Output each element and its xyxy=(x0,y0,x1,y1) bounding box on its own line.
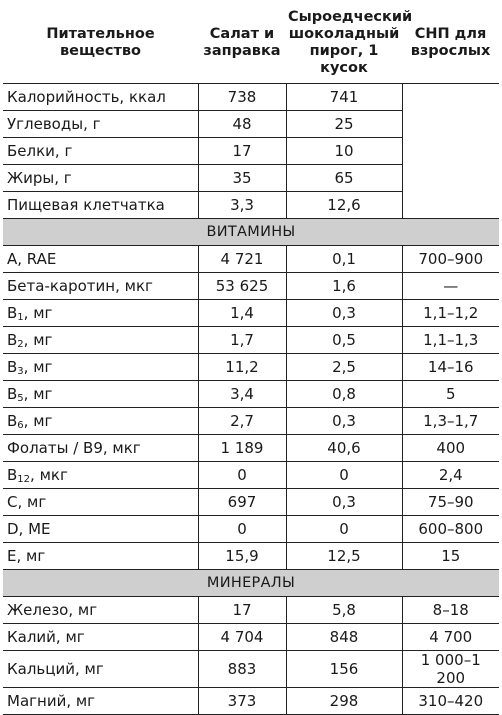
rda-value: 400 xyxy=(402,435,499,462)
salad-value: 2,7 xyxy=(198,408,286,435)
pie-value: 0 xyxy=(286,462,402,489)
pie-value: 0,3 xyxy=(286,408,402,435)
table-row xyxy=(3,192,499,219)
pie-value: 12,5 xyxy=(286,543,402,570)
rda-value: 600–800 xyxy=(402,516,499,543)
rda-value: 1,1–1,3 xyxy=(402,327,499,354)
rda-empty xyxy=(402,111,499,138)
pie-value: 0,3 xyxy=(286,300,402,327)
rda-value: 15 xyxy=(402,543,499,570)
salad-value: 4 721 xyxy=(198,246,286,273)
rda-value: — xyxy=(402,273,499,300)
pie-value: 741 xyxy=(286,84,402,111)
section-vitamins xyxy=(3,219,499,246)
salad-value: 11,2 xyxy=(198,354,286,381)
table-row xyxy=(3,165,499,192)
rda-value: 1,1–1,2 xyxy=(402,300,499,327)
rda-value: 8–18 xyxy=(402,597,499,624)
rda-empty xyxy=(402,165,499,192)
salad-value: 738 xyxy=(198,84,286,111)
nutrient-name: D, ME xyxy=(3,516,198,543)
table-row xyxy=(3,489,499,516)
table-row xyxy=(3,651,499,688)
nutrient-name: $B_2$, мг xyxy=(3,327,198,354)
nutrient-name: Белки, г xyxy=(3,138,198,165)
salad-value: 697 xyxy=(198,489,286,516)
nutrient-name: Кальций, мг xyxy=(3,651,198,688)
table-row xyxy=(3,273,499,300)
nutrient-name: Пищевая клетчатка xyxy=(3,192,198,219)
table-row xyxy=(3,246,499,273)
salad-value: 373 xyxy=(198,688,286,715)
salad-value: 35 xyxy=(198,165,286,192)
salad-value: 15,9 xyxy=(198,543,286,570)
rda-value: 75–90 xyxy=(402,489,499,516)
pie-value: 12,6 xyxy=(286,192,402,219)
pie-value: 156 xyxy=(286,651,402,688)
rda-value: 4 700 xyxy=(402,624,499,651)
table-row xyxy=(3,624,499,651)
table-row xyxy=(3,354,499,381)
table-row xyxy=(3,462,499,489)
rda-empty xyxy=(402,192,499,219)
pie-value: 25 xyxy=(286,111,402,138)
salad-value: 0 xyxy=(198,462,286,489)
rda-value: 700–900 xyxy=(402,246,499,273)
rda-value: 310–420 xyxy=(402,688,499,715)
pie-value: 0,8 xyxy=(286,381,402,408)
header-salad: Салат и заправка xyxy=(198,3,286,84)
pie-value: 0,5 xyxy=(286,327,402,354)
nutrient-name: Фолаты / B9, мкг xyxy=(3,435,198,462)
table-row xyxy=(3,597,499,624)
header-row xyxy=(3,3,499,84)
rda-value: 1,3–1,7 xyxy=(402,408,499,435)
salad-value: 3,3 xyxy=(198,192,286,219)
header-nutrient: Питательное вещество xyxy=(3,3,198,84)
salad-value: 1,4 xyxy=(198,300,286,327)
rda-value: 2,4 xyxy=(402,462,499,489)
pie-value: 0,1 xyxy=(286,246,402,273)
header-rda: СНП для взрослых xyxy=(402,3,499,84)
pie-value: 848 xyxy=(286,624,402,651)
pie-value: 0 xyxy=(286,516,402,543)
nutrient-name: $B_1$, мг xyxy=(3,300,198,327)
rda-value: 5 xyxy=(402,381,499,408)
header-pie: Сыроедческий шоколадный пирог, 1 кусок xyxy=(286,3,402,84)
nutrient-name: $B_{12}$, мкг xyxy=(3,462,198,489)
pie-value: 65 xyxy=(286,165,402,192)
nutrient-name: A, RAE xyxy=(3,246,198,273)
table-row xyxy=(3,408,499,435)
pie-value: 5,8 xyxy=(286,597,402,624)
salad-value: 53 625 xyxy=(198,273,286,300)
table-row xyxy=(3,327,499,354)
nutrient-name: Жиры, г xyxy=(3,165,198,192)
pie-value: 1,6 xyxy=(286,273,402,300)
salad-value: 48 xyxy=(198,111,286,138)
nutrient-name: Бета-каротин, мкг xyxy=(3,273,198,300)
rda-empty xyxy=(402,84,499,111)
table-row xyxy=(3,300,499,327)
pie-value: 0,3 xyxy=(286,489,402,516)
section-minerals-title: МИНЕРАЛЫ xyxy=(3,570,499,597)
nutrition-table xyxy=(3,3,499,715)
pie-value: 40,6 xyxy=(286,435,402,462)
nutrient-name: Калорийность, ккал xyxy=(3,84,198,111)
salad-value: 1 189 xyxy=(198,435,286,462)
salad-value: 1,7 xyxy=(198,327,286,354)
section-minerals xyxy=(3,570,499,597)
salad-value: 3,4 xyxy=(198,381,286,408)
nutrient-name: $B_5$, мг xyxy=(3,381,198,408)
rda-value: 1 000–1 200 xyxy=(402,651,499,688)
salad-value: 17 xyxy=(198,597,286,624)
salad-value: 883 xyxy=(198,651,286,688)
pie-value: 10 xyxy=(286,138,402,165)
table-row xyxy=(3,543,499,570)
salad-value: 4 704 xyxy=(198,624,286,651)
section-vitamins-title: ВИТАМИНЫ xyxy=(3,219,499,246)
nutrient-name: C, мг xyxy=(3,489,198,516)
nutrient-name: $B_6$, мг xyxy=(3,408,198,435)
salad-value: 0 xyxy=(198,516,286,543)
table-row xyxy=(3,381,499,408)
table-row xyxy=(3,516,499,543)
salad-value: 17 xyxy=(198,138,286,165)
rda-value: 14–16 xyxy=(402,354,499,381)
table-row xyxy=(3,138,499,165)
table-row xyxy=(3,435,499,462)
nutrient-name: Железо, мг xyxy=(3,597,198,624)
rda-empty xyxy=(402,138,499,165)
table-row xyxy=(3,84,499,111)
nutrient-name: Углеводы, г xyxy=(3,111,198,138)
nutrient-name: Калий, мг xyxy=(3,624,198,651)
table-row xyxy=(3,111,499,138)
nutrient-name: $B_3$, мг xyxy=(3,354,198,381)
nutrient-name: Магний, мг xyxy=(3,688,198,715)
pie-value: 2,5 xyxy=(286,354,402,381)
nutrient-name: E, мг xyxy=(3,543,198,570)
pie-value: 298 xyxy=(286,688,402,715)
